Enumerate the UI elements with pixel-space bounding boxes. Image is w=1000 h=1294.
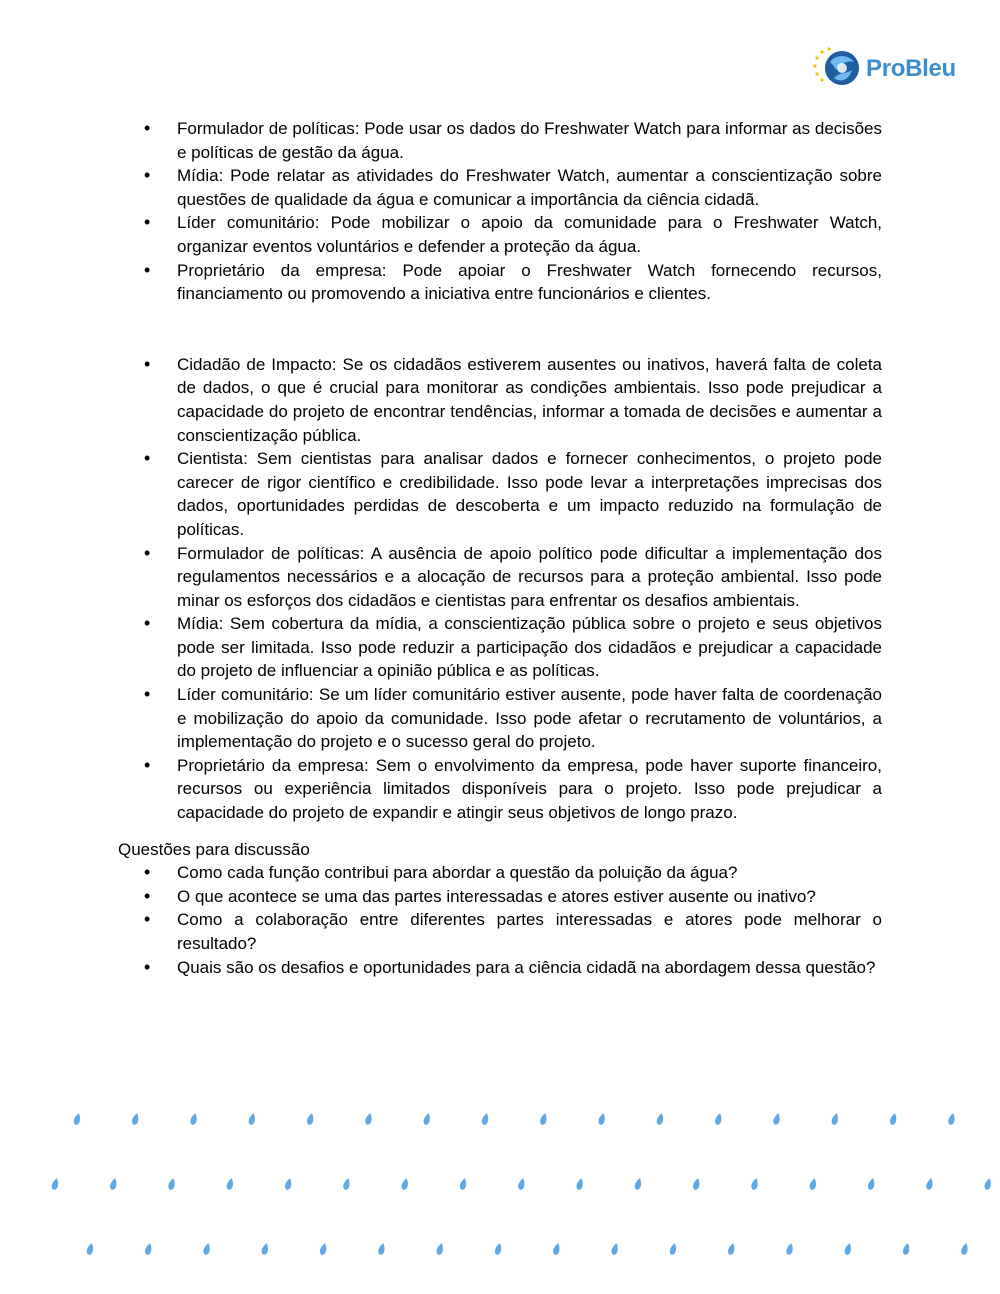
water-drop-icon [947, 1112, 956, 1125]
water-drop-icon [401, 1177, 410, 1190]
water-drop-icon [248, 1112, 257, 1125]
water-drop-icon [692, 1177, 701, 1190]
water-drop-pattern [0, 1100, 1000, 1270]
water-drop-icon [51, 1177, 60, 1190]
water-drop-icon [202, 1242, 211, 1255]
water-drop-icon [144, 1242, 153, 1255]
list-item: • Como cada função contribui para abordar a questão da poluição da água? [118, 861, 882, 885]
list-item: • Líder comunitário: Pode mobilizar o apoio da comunidade para o Freshwater Watch, organizar eventos voluntários e defender a proteção da água. [118, 211, 882, 258]
water-drop-icon [481, 1112, 490, 1125]
water-drop-icon [925, 1177, 934, 1190]
water-drop-icon [611, 1242, 620, 1255]
discussion-heading: Questões para discussão [118, 839, 310, 859]
list-item: • Cientista: Sem cientistas para analisar dados e fornecer conhecimentos, o projeto pode carecer de rigor científico e credibilidade. Isso pode levar a interpretações imprecisas dos dados, oportunidades perdidas de descoberta e um impacto reduzido na formulação de políticas. [118, 447, 882, 541]
water-drop-icon [750, 1177, 759, 1190]
water-drop-icon [517, 1177, 526, 1190]
list-item: • Formulador de políticas: A ausência de apoio político pode dificultar a implementação dos regulamentos necessários e a alocação de recursos para a proteção ambiental. Isso pode minar os esforços dos cidadãos e cientistas para enfrentar os desafios ambientais. [118, 542, 882, 613]
water-drop-icon [598, 1112, 607, 1125]
water-drop-icon [785, 1242, 794, 1255]
water-drop-icon [552, 1242, 561, 1255]
list-item: • Formulador de políticas: Pode usar os dados do Freshwater Watch para informar as decisões e políticas de gestão da água. [118, 117, 882, 164]
logo-text: ProBleu [866, 55, 956, 82]
water-drop-icon [809, 1177, 818, 1190]
water-drop-icon [436, 1242, 445, 1255]
impact-list [118, 353, 882, 825]
water-drop-icon [772, 1112, 781, 1125]
water-drop-icon [319, 1242, 328, 1255]
water-drop-icon [960, 1242, 969, 1255]
water-drop-icon [109, 1177, 118, 1190]
roles-list [118, 117, 882, 306]
list-item: • Proprietário da empresa: Sem o envolvimento da empresa, pode haver suporte financeiro, recursos ou experiência limitados disponíveis para o projeto. Isso pode prejudicar a capacidade do projeto de expandir e atingir seus objetivos de longo prazo. [118, 754, 882, 825]
water-drop-icon [459, 1177, 468, 1190]
water-drop-icon [984, 1177, 993, 1190]
water-drop-icon [284, 1177, 293, 1190]
water-drop-icon [73, 1112, 82, 1125]
water-drop-icon [377, 1242, 386, 1255]
water-drop-icon [844, 1242, 853, 1255]
water-drop-icon [167, 1177, 176, 1190]
water-drop-icon [669, 1242, 678, 1255]
water-drop-icon [831, 1112, 840, 1125]
water-drop-icon [902, 1242, 911, 1255]
list-item: • Como a colaboração entre diferentes partes interessadas e atores pode melhorar o resultado? [118, 908, 882, 955]
list-item: • Cidadão de Impacto: Se os cidadãos estiverem ausentes ou inativos, haverá falta de coleta de dados, o que é crucial para monitorar as condições ambientais. Isso pode prejudicar a capacidade do projeto de encontrar tendências, informar a tomada de decisões e aumentar a conscientização pública. [118, 353, 882, 447]
document-body [118, 117, 882, 979]
water-drop-icon [889, 1112, 898, 1125]
water-drop-icon [539, 1112, 548, 1125]
discussion-list [118, 861, 882, 979]
water-drop-icon [714, 1112, 723, 1125]
water-drop-icon [423, 1112, 432, 1125]
water-drop-icon [494, 1242, 503, 1255]
water-drop-icon [634, 1177, 643, 1190]
water-drop-icon [656, 1112, 665, 1125]
water-drop-icon [261, 1242, 270, 1255]
list-item: • Mídia: Sem cobertura da mídia, a conscientização pública sobre o projeto e seus objetivos pode ser limitada. Isso pode reduzir a participação dos cidadãos e prejudicar a capacidade do projeto de influenciar a opinião pública e as políticas. [118, 612, 882, 683]
water-drop-icon [342, 1177, 351, 1190]
water-drop-icon [727, 1242, 736, 1255]
list-item: • Proprietário da empresa: Pode apoiar o Freshwater Watch fornecendo recursos, financiamento ou promovendo a iniciativa entre funcionários e clientes. [118, 259, 882, 306]
water-drop-icon [131, 1112, 140, 1125]
water-drop-icon [364, 1112, 373, 1125]
list-item: • Mídia: Pode relatar as atividades do Freshwater Watch, aumentar a conscientização sobre questões de qualidade da água e comunicar a importância da ciência cidadã. [118, 164, 882, 211]
water-drop-icon [189, 1112, 198, 1125]
water-drop-icon [867, 1177, 876, 1190]
water-drop-icon [306, 1112, 315, 1125]
list-item: • Líder comunitário: Se um líder comunitário estiver ausente, pode haver falta de coordenação e mobilização do apoio da comunidade. Isso pode afetar o recrutamento de voluntários, a implementação do projeto e o sucesso geral do projeto. [118, 683, 882, 754]
water-drop-icon [86, 1242, 95, 1255]
list-item: • O que acontece se uma das partes interessadas e atores estiver ausente ou inativo? [118, 885, 882, 909]
list-item: • Quais são os desafios e oportunidades para a ciência cidadã na abordagem dessa questão? [118, 956, 882, 980]
water-drop-icon [576, 1177, 585, 1190]
water-drop-icon [226, 1177, 235, 1190]
